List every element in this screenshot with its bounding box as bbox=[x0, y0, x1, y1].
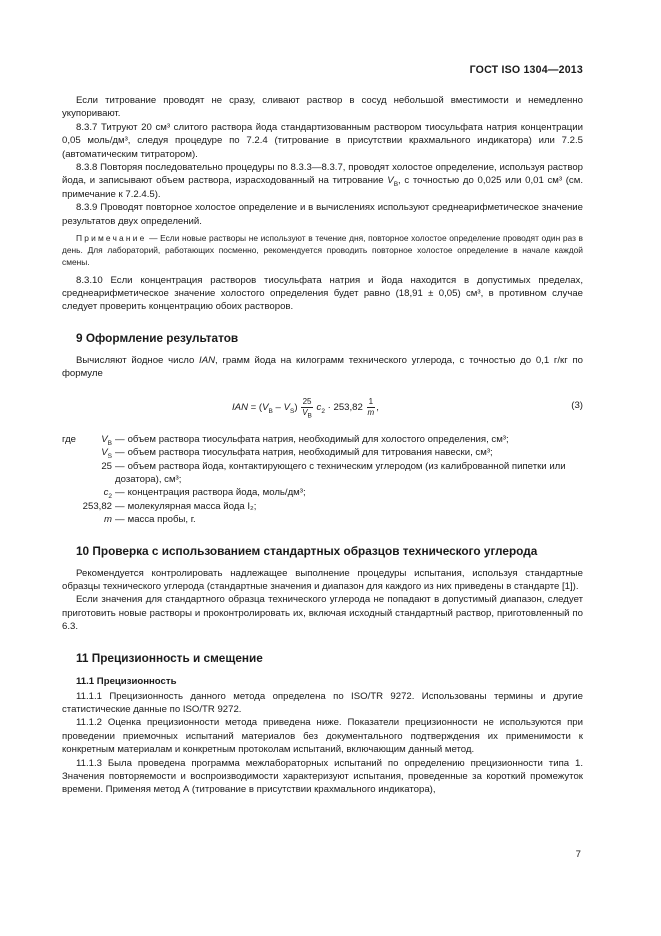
p838-symbol: V bbox=[387, 175, 394, 187]
p838-text-a: 8.3.8 Повторяя последовательно процедуры по 8.3.3—8.3.7, проводят холостое определение, используя раствор йода, и записывают объем раствора, израсходованный на титрование bbox=[62, 162, 583, 187]
formula-c2: c bbox=[316, 401, 322, 413]
paragraph-8-3-9: 8.3.9 Проводят повторное холостое определение и в вычислениях используют среднеарифметическое значение результатов двух определений. bbox=[62, 202, 583, 227]
variable-sub: 2 bbox=[108, 493, 112, 501]
variable-row: где $V_B$ — объем раствора тиосульфата натрия, необходимый для холостого определения, см³; bbox=[62, 433, 509, 447]
variable-row: $c_2$ — концентрация раствора йода, моль/дм³; bbox=[103, 487, 306, 501]
fraction-1-numerator: 25 bbox=[302, 396, 312, 406]
paragraph-8-3-8 bbox=[62, 161, 583, 201]
formula-number: (3) bbox=[571, 399, 583, 411]
variable-row: $V_S$ — объем раствора тиосульфата натрия, необходимый для титрования навески, см³; bbox=[101, 447, 493, 461]
variable-row: 25 — объем раствора йода, контактирующего с техническим углеродом (из калиброванной пипетки или дозатора), см³; bbox=[101, 460, 566, 485]
fraction-1-den-symbol: V bbox=[302, 407, 308, 417]
variable-sub: S bbox=[107, 453, 112, 461]
formula-close: ) bbox=[294, 401, 301, 413]
section-10-paragraph-1: Рекомендуется контролировать надлежащее выполнение процедуры испытания, используя стандартные образцы технического углерода (стандартные значения и диапазон для каждого из них приведены в стандарте [1]). bbox=[62, 567, 583, 592]
variable-desc: концентрация раствора йода, моль/дм³; bbox=[127, 487, 306, 499]
formula-fraction-2 bbox=[367, 397, 376, 418]
variable-desc: масса пробы, г. bbox=[127, 514, 196, 526]
fraction-1-den-sub: B bbox=[307, 412, 312, 420]
variable-symbol: m bbox=[104, 514, 112, 526]
formula-3 bbox=[62, 389, 583, 429]
standard-header: ГОСТ ISO 1304—2013 bbox=[469, 64, 583, 76]
formula-lhs: IAN bbox=[232, 401, 248, 413]
paragraph-11-1-2: 11.1.2 Оценка прецизионности метода приведена ниже. Показатели прецизионности не используются при проведении приемочных испытаний материалов без документального подтверждения их применимости к конкретным материалам и конкретным протоколам испытаний, включающим данный метод. bbox=[62, 717, 583, 756]
variable-desc: молекулярная масса йода I₂; bbox=[127, 500, 257, 512]
section-11-title: 11 Прецизионность и смещение bbox=[76, 650, 263, 665]
variable-symbol: V bbox=[101, 433, 108, 445]
paragraph-8-3-7: 8.3.7 Титруют 20 см³ слитого раствора йода стандартизованным раствором тиосульфата натрия концентрации 0,05 моль/дм³, следуя процедуре по 7.2.4 (титрование в присутствии крахмального индикатора) или 7.2.5 (автоматическим титратором). bbox=[62, 121, 583, 160]
formula-minus: – bbox=[272, 401, 284, 413]
where-label: где bbox=[62, 433, 77, 445]
formula-fraction-1 bbox=[301, 397, 313, 418]
paragraph-8-3-10: 8.3.10 Если концентрация растворов тиосульфата натрия и йода находится в допустимых пределах, среднеарифметическое значение холостого определения будет равно (18,91 ± 0,05) см³, в противном случае следует проверить концентрацию обоих растворов. bbox=[62, 274, 583, 313]
note-label: Примечание bbox=[76, 233, 147, 244]
variable-sub: B bbox=[107, 439, 112, 447]
note bbox=[62, 232, 583, 269]
formula-vb-sub: B bbox=[268, 407, 273, 415]
variable-symbol: 25 bbox=[101, 460, 112, 472]
fraction-2-den-symbol: m bbox=[367, 407, 375, 417]
formula-vb: V bbox=[262, 401, 269, 413]
intro-symbol: IAN bbox=[199, 354, 216, 366]
subsection-11-1-title: 11.1 Прецизионность bbox=[76, 675, 177, 687]
variable-desc: объем раствора тиосульфата натрия, необходимый для титрования навески, см³; bbox=[127, 447, 493, 459]
formula-c2-sub: 2 bbox=[321, 407, 325, 415]
fraction-2-denominator bbox=[367, 408, 376, 418]
intro-text-b: , грамм йода на килограмм технического углерода, с точностью до 0,1 г/кг по формуле bbox=[62, 354, 583, 380]
paragraph-continuation: Если титрование проводят не сразу, сливают раствор в сосуд небольшой вместимости и немедленно укупоривают. bbox=[62, 95, 583, 120]
formula-vs: V bbox=[283, 401, 290, 413]
formula-mid: · 253,82 bbox=[324, 401, 366, 413]
variable-row: m — масса пробы, г. bbox=[104, 514, 196, 526]
paragraph-11-1-3: 11.1.3 Была проведена программа межлабораторных испытаний по определению прецизионности типа 1. Значения повторяемости и воспроизводимости характеризуют испытания, проведенные за короткий промежуток времени. Применяя метод А (титрование в присутствии крахмального индикатора), bbox=[62, 757, 583, 796]
section-10-paragraph-2: Если значения для стандартного образца технического углерода не попадают в допустимый диапазон, следует приготовить новые растворы и проконтролировать их, включая исходный стандартный раствор, приготовленный по 6.3. bbox=[62, 594, 583, 633]
formula-vs-sub: S bbox=[289, 407, 295, 415]
intro-text-a: Вычисляют йодное число bbox=[76, 354, 200, 366]
formula-end: , bbox=[376, 401, 379, 413]
fraction-2-numerator: 1 bbox=[367, 397, 376, 408]
p838-subscript: B bbox=[393, 181, 399, 189]
variable-symbol: 253,82 bbox=[82, 500, 112, 512]
page-number: 7 bbox=[575, 849, 581, 860]
variable-desc: объем раствора йода, контактирующего с техническим углеродом (из калиброванной пипетки или дозатора), см³; bbox=[115, 460, 566, 485]
section-10-title: 10 Проверка с использованием стандартных образцов технического углерода bbox=[76, 543, 538, 558]
variable-row: 253,82 — молекулярная масса йода I₂; bbox=[82, 500, 257, 512]
page-content bbox=[62, 94, 583, 797]
paragraph-11-1-1: 11.1.1 Прецизионность данного метода определена по ISO/TR 9272. Использованы термины и другие статистические данные по ISO/TR 9272. bbox=[62, 690, 583, 715]
formula-eq: = ( bbox=[248, 401, 263, 413]
section-9-title: 9 Оформление результатов bbox=[76, 330, 239, 345]
fraction-1-denominator bbox=[301, 408, 313, 418]
note-text: — Если новые растворы не используют в течение дня, повторное холостое определение проводят один раз в день. Для лабораторий, работающих посменно, рекомендуется проводить повторное холостое определение в начале каждой смены. bbox=[62, 233, 583, 268]
variable-list bbox=[62, 433, 583, 527]
variable-symbol: V bbox=[101, 447, 108, 459]
variable-symbol: c bbox=[103, 487, 109, 499]
section-9-intro bbox=[62, 354, 583, 381]
p838-text-b: , с точностью до 0,025 или 0,01 см³ (см. примечание к 7.2.4.5). bbox=[62, 175, 583, 200]
formula-body bbox=[232, 397, 379, 418]
variable-desc: объем раствора тиосульфата натрия, необходимый для холостого определения, см³; bbox=[127, 433, 509, 445]
